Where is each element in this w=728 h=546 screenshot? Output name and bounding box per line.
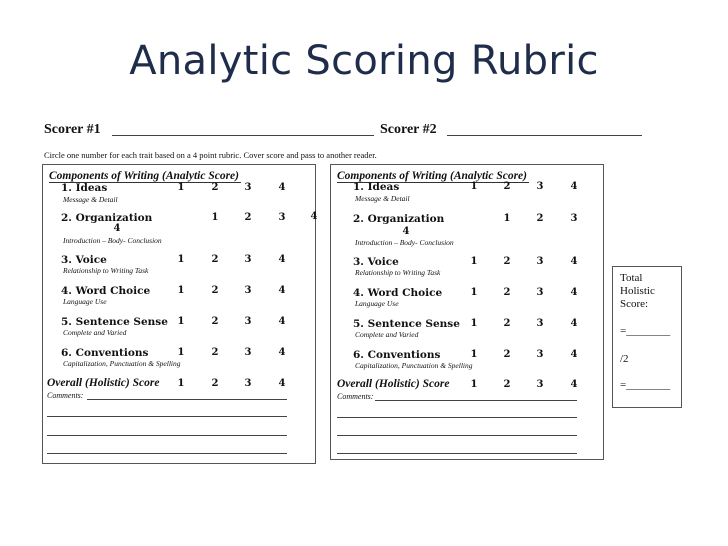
trait-description: Capitalization, Punctuation & Spelling (355, 361, 473, 370)
score-option[interactable]: 2 (211, 347, 219, 358)
score-option[interactable]: 3 (244, 254, 252, 265)
score-option[interactable]: 2 (503, 349, 511, 360)
comment-line[interactable] (375, 400, 577, 401)
score-option[interactable]: 2 (503, 181, 511, 192)
trait-name: 4. Word Choice (353, 287, 443, 299)
scorer-2-line (447, 135, 642, 136)
overall-score-option[interactable]: 3 (244, 378, 252, 389)
score-option[interactable]: 1 (470, 181, 478, 192)
trait-description: Complete and Varied (355, 330, 419, 339)
trait-description: Language Use (355, 299, 399, 308)
trait-name: 3. Voice (353, 256, 399, 268)
trait-name: 2. Organization (61, 212, 153, 224)
score-option[interactable]: 2 (211, 182, 219, 193)
score-option[interactable]: 1 (470, 349, 478, 360)
score-option[interactable]: 1 (177, 347, 185, 358)
score-option[interactable]: 4 (570, 318, 578, 329)
overall-score-option[interactable]: 2 (503, 379, 511, 390)
overall-score-option[interactable]: 2 (211, 378, 219, 389)
trait-description: Relationship to Writing Task (63, 266, 149, 275)
trait-name: 6. Conventions (353, 349, 441, 361)
score-option[interactable]: 3 (536, 349, 544, 360)
trait-description: Capitalization, Punctuation & Spelling (63, 359, 181, 368)
rubric-panel-2 (330, 164, 604, 460)
comment-line[interactable] (87, 399, 287, 400)
score-option[interactable]: 2 (503, 318, 511, 329)
scorer-2-label: Scorer #2 (380, 122, 437, 137)
total-blank-1[interactable]: =________ (620, 325, 671, 337)
total-blank-2[interactable]: =________ (620, 379, 671, 391)
overall-score-option[interactable]: 1 (470, 379, 478, 390)
trait-description: Message & Detail (63, 195, 118, 204)
instructions-text: Circle one number for each trait based on a 4 point rubric. Cover score and pass to another reader. (44, 150, 377, 160)
score-option[interactable]: 2 (244, 212, 252, 223)
comments-label: Comments: (337, 392, 374, 401)
total-label-line2: Holistic (620, 285, 655, 297)
trait-name: 4. Word Choice (61, 285, 151, 297)
comment-line[interactable] (47, 416, 287, 417)
total-label-line1: Total (620, 272, 643, 284)
overall-score-label: Overall (Holistic) Score (337, 378, 450, 390)
score-option-wrapped[interactable]: 4 (113, 223, 121, 234)
score-option[interactable]: 4 (570, 287, 578, 298)
total-divisor: /2 (620, 353, 629, 365)
score-option[interactable]: 3 (536, 256, 544, 267)
score-option[interactable]: 3 (570, 213, 578, 224)
score-option[interactable]: 3 (244, 347, 252, 358)
total-label-line3: Score: (620, 298, 649, 310)
rubric-panel-1 (42, 164, 316, 464)
trait-description: Language Use (63, 297, 107, 306)
trait-name: 2. Organization (353, 213, 445, 225)
trait-name: 3. Voice (61, 254, 107, 266)
trait-description: Message & Detail (355, 194, 410, 203)
comment-line[interactable] (47, 453, 287, 454)
score-option[interactable]: 4 (278, 182, 286, 193)
score-option-wrapped[interactable]: 4 (402, 226, 410, 237)
trait-name: 5. Sentence Sense (353, 318, 460, 330)
score-option[interactable]: 3 (536, 318, 544, 329)
overall-score-label: Overall (Holistic) Score (47, 377, 160, 389)
score-option[interactable]: 1 (470, 318, 478, 329)
score-option[interactable]: 1 (211, 212, 219, 223)
trait-name: 6. Conventions (61, 347, 149, 359)
score-option[interactable]: 1 (177, 316, 185, 327)
scorer-1-line (112, 135, 374, 136)
comment-line[interactable] (337, 435, 577, 436)
total-holistic-score-box (612, 266, 682, 408)
panel-title (49, 170, 239, 182)
score-option[interactable]: 3 (536, 287, 544, 298)
trait-description: Introduction – Body- Conclusion (355, 238, 454, 247)
slide-title: Analytic Scoring Rubric (129, 38, 599, 84)
scorer-1-label: Scorer #1 (44, 122, 101, 137)
comment-line[interactable] (337, 453, 577, 454)
trait-name: 1. Ideas (61, 182, 108, 194)
overall-score-option[interactable]: 3 (536, 379, 544, 390)
score-option[interactable]: 1 (177, 285, 185, 296)
score-option-stray[interactable]: 4 (310, 211, 318, 222)
trait-description: Relationship to Writing Task (355, 268, 441, 277)
score-option[interactable]: 4 (570, 349, 578, 360)
score-option[interactable]: 1 (470, 256, 478, 267)
comment-line[interactable] (47, 435, 287, 436)
score-option[interactable]: 1 (177, 254, 185, 265)
trait-description: Introduction – Body- Conclusion (63, 236, 162, 245)
panel-title-text: Components of Writing (Analytic Score) (337, 170, 527, 182)
score-option[interactable]: 1 (503, 213, 511, 224)
score-option[interactable]: 2 (503, 287, 511, 298)
trait-name: 1. Ideas (353, 181, 400, 193)
score-option[interactable]: 4 (570, 256, 578, 267)
score-option[interactable]: 1 (470, 287, 478, 298)
score-option[interactable]: 4 (278, 254, 286, 265)
overall-score-option[interactable]: 4 (570, 379, 578, 390)
overall-score-option[interactable]: 1 (177, 378, 185, 389)
score-option[interactable]: 4 (570, 181, 578, 192)
score-option[interactable]: 3 (244, 182, 252, 193)
score-option[interactable]: 2 (211, 254, 219, 265)
panel-title-text: Components of Writing (Analytic Score) (49, 170, 239, 182)
score-option[interactable]: 3 (278, 212, 286, 223)
trait-name: 5. Sentence Sense (61, 316, 168, 328)
comments-label: Comments: (47, 391, 84, 400)
score-option[interactable]: 1 (177, 182, 185, 193)
comment-line[interactable] (337, 417, 577, 418)
score-option[interactable]: 2 (536, 213, 544, 224)
score-option[interactable]: 4 (278, 316, 286, 327)
score-option[interactable]: 4 (278, 347, 286, 358)
score-option[interactable]: 3 (536, 181, 544, 192)
score-option[interactable]: 2 (503, 256, 511, 267)
score-option[interactable]: 2 (211, 285, 219, 296)
score-option[interactable]: 2 (211, 316, 219, 327)
score-option[interactable]: 3 (244, 316, 252, 327)
overall-score-option[interactable]: 4 (278, 378, 286, 389)
trait-description: Complete and Varied (63, 328, 127, 337)
score-option[interactable]: 3 (244, 285, 252, 296)
score-option[interactable]: 4 (278, 285, 286, 296)
